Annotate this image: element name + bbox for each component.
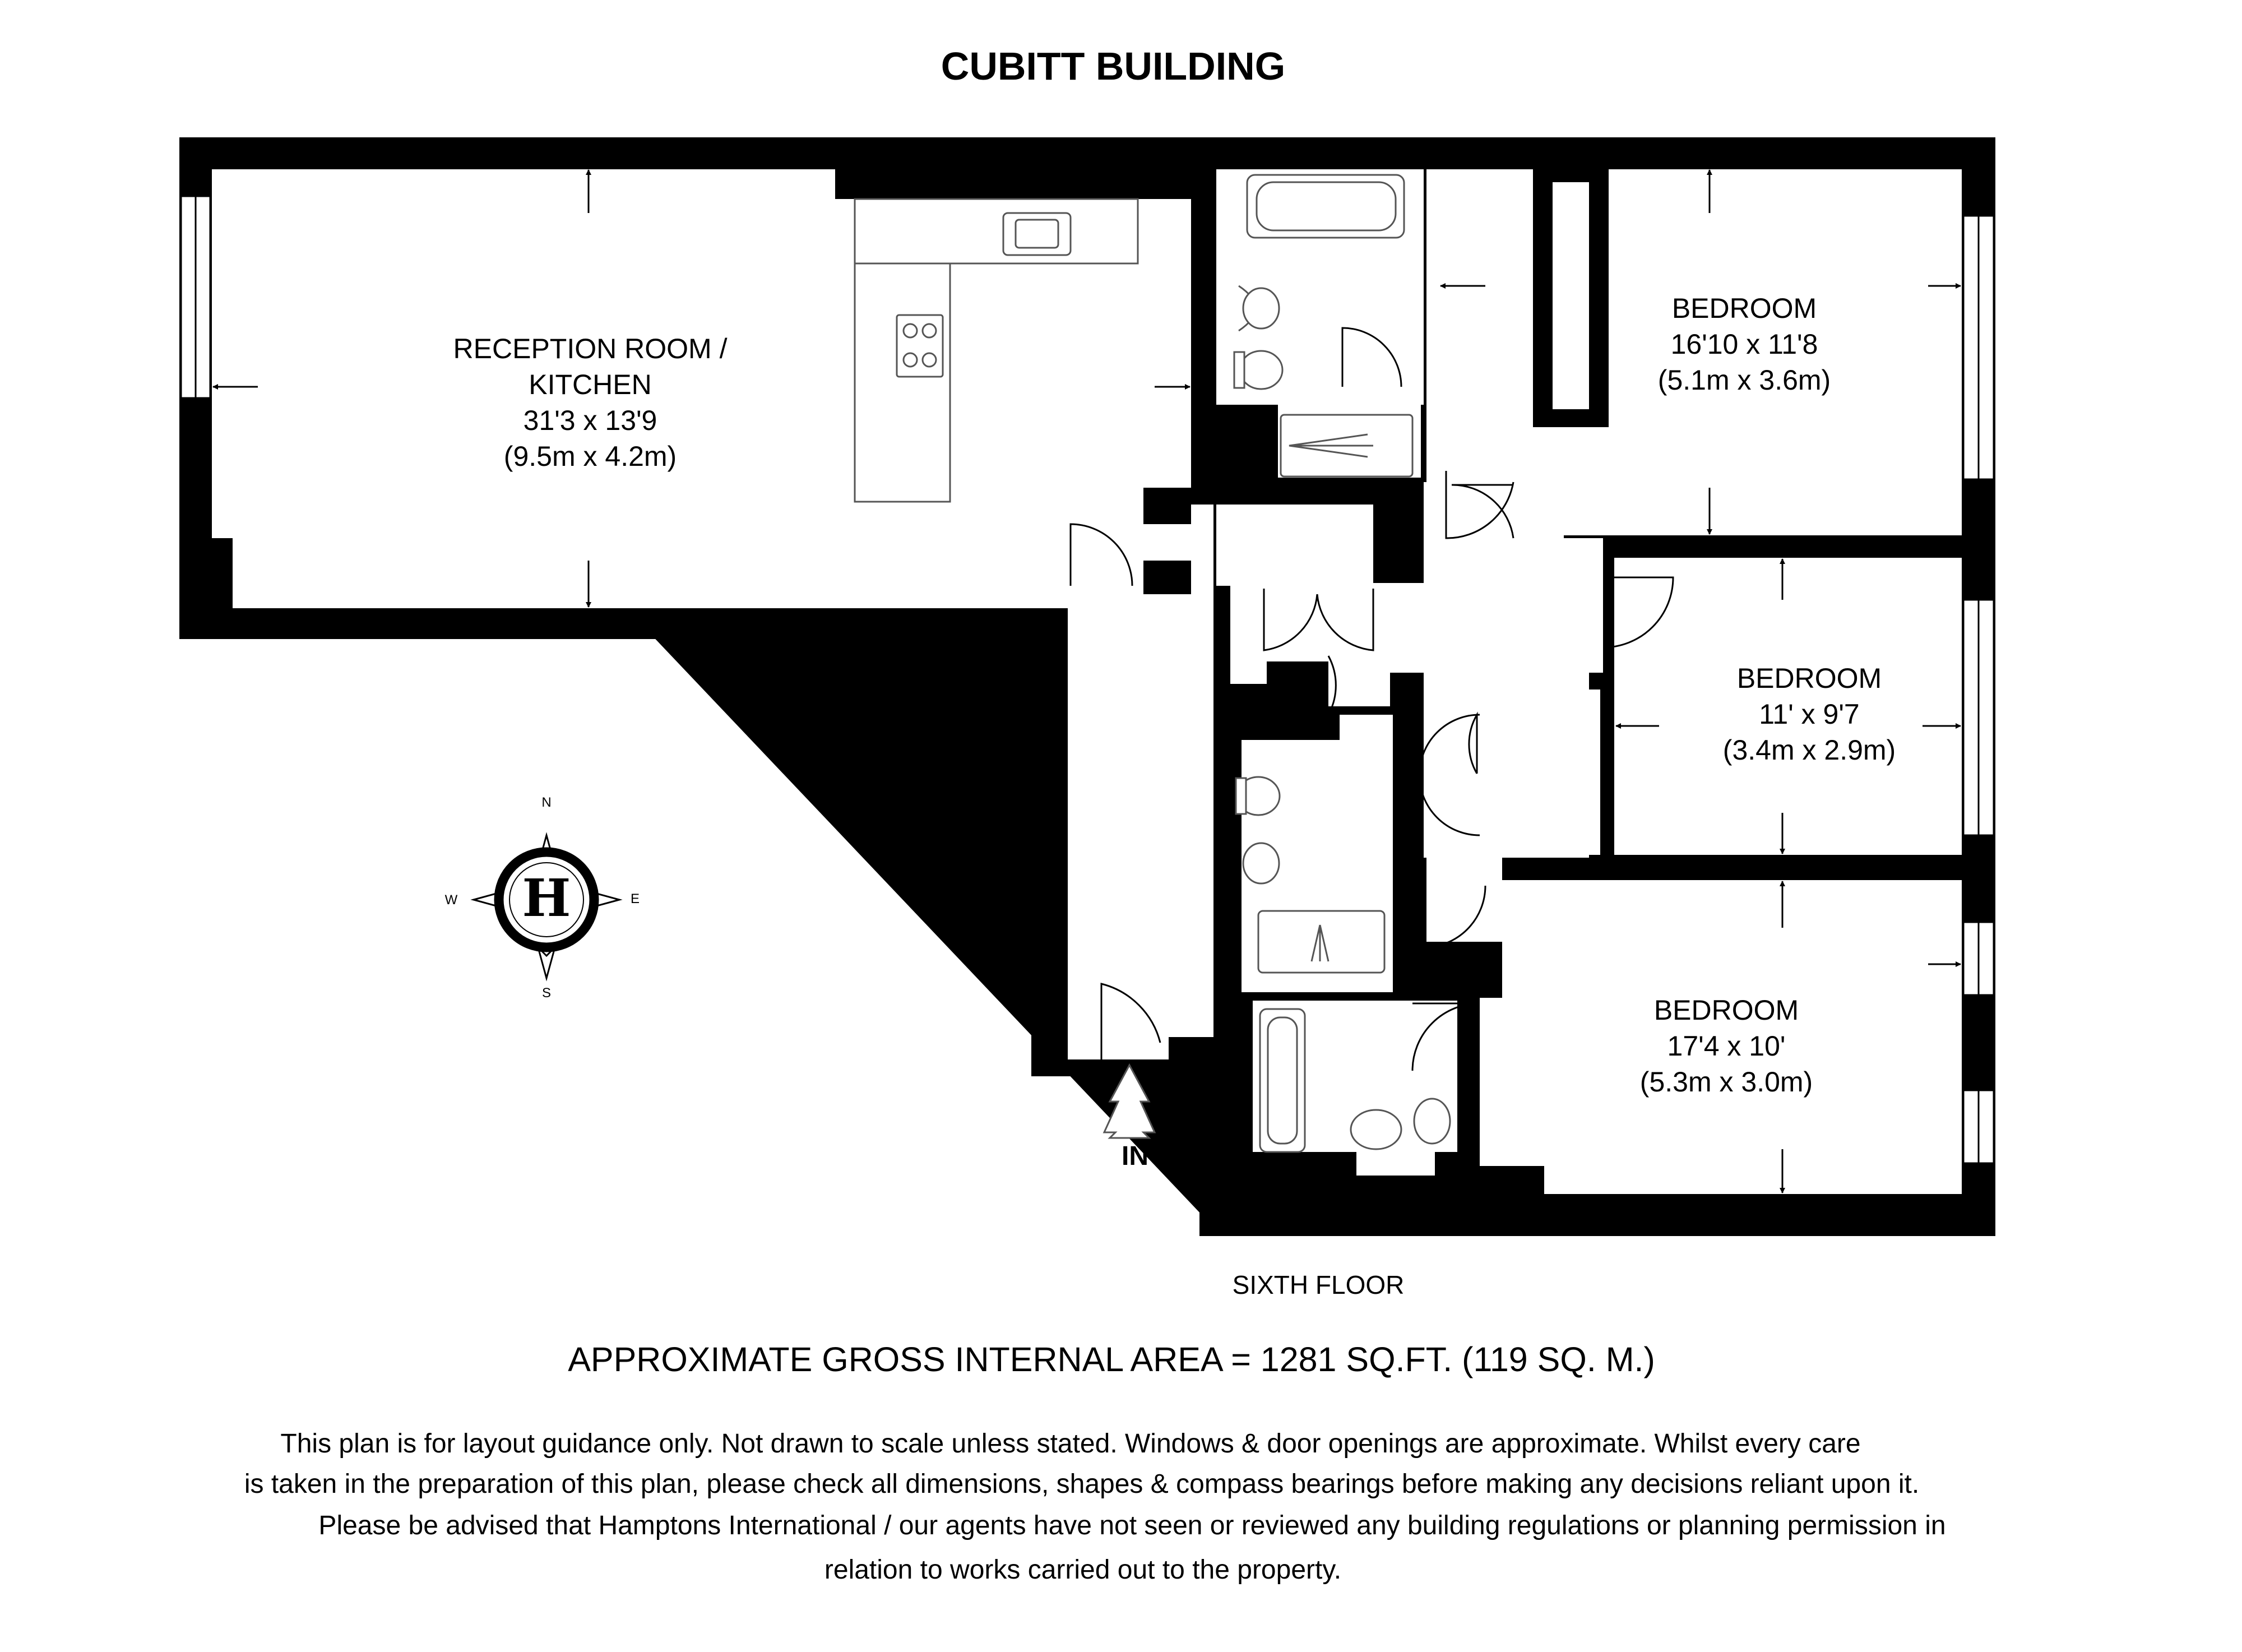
disclaimer-line-1: This plan is for layout guidance only. Not drawn to scale unless stated. Windows & door openings are approximate. Whilst every care (280, 1429, 1861, 1459)
entrance-hall-floor (1068, 505, 1213, 1059)
cupboard-floor (1550, 690, 1600, 855)
room-name: RECEPTION ROOM / (453, 333, 728, 364)
room-dimensions-imperial: 17'4 x 10' (1667, 1030, 1786, 1062)
room-dimensions-imperial: 11' x 9'7 (1759, 698, 1860, 730)
compass-south-label: S (541, 985, 552, 1001)
plan-title: CUBITT BUILDING (941, 44, 1286, 88)
room-dimensions-metric: (3.4m x 2.9m) (1722, 734, 1896, 766)
room-name: BEDROOM (1653, 994, 1799, 1026)
compass-west-label: W (444, 892, 458, 908)
room-label-bedroom-3 (1640, 992, 1813, 1100)
room-name-line2: KITCHEN (529, 369, 652, 400)
room-label-bedroom-1 (1658, 290, 1831, 398)
room-name: BEDROOM (1671, 293, 1817, 324)
hamptons-logo-icon: H (522, 868, 571, 928)
room-dimensions-imperial: 31'3 x 13'9 (523, 405, 657, 436)
room-dimensions-imperial: 16'10 x 11'8 (1670, 328, 1818, 360)
room-label-reception (453, 331, 728, 474)
room-dimensions-metric: (9.5m x 4.2m) (503, 441, 677, 472)
disclaimer-line-3: Please be advised that Hamptons International / our agents have not seen or reviewed any building regulations or planning permission in (318, 1511, 1946, 1540)
room-dimensions-metric: (5.3m x 3.0m) (1639, 1066, 1813, 1098)
disclaimer-line-4: relation to works carried out to the property. (824, 1555, 1342, 1585)
room-label-bedroom-2 (1723, 660, 1896, 768)
room-name: BEDROOM (1736, 663, 1882, 694)
room-dimensions-metric: (5.1m x 3.6m) (1657, 364, 1831, 396)
entrance-label: IN (1122, 1141, 1148, 1171)
floor-label: SIXTH FLOOR (1232, 1270, 1405, 1299)
gross-area-label: APPROXIMATE GROSS INTERNAL AREA = 1281 SQ.FT. (119 SQ. M.) (568, 1340, 1655, 1378)
compass-north-label: N (541, 795, 552, 810)
compass-east-label: E (630, 891, 640, 906)
disclaimer-line-2: is taken in the preparation of this plan, please check all dimensions, shapes & compass bearings before making any decisions reliant upon it. (244, 1469, 1920, 1499)
